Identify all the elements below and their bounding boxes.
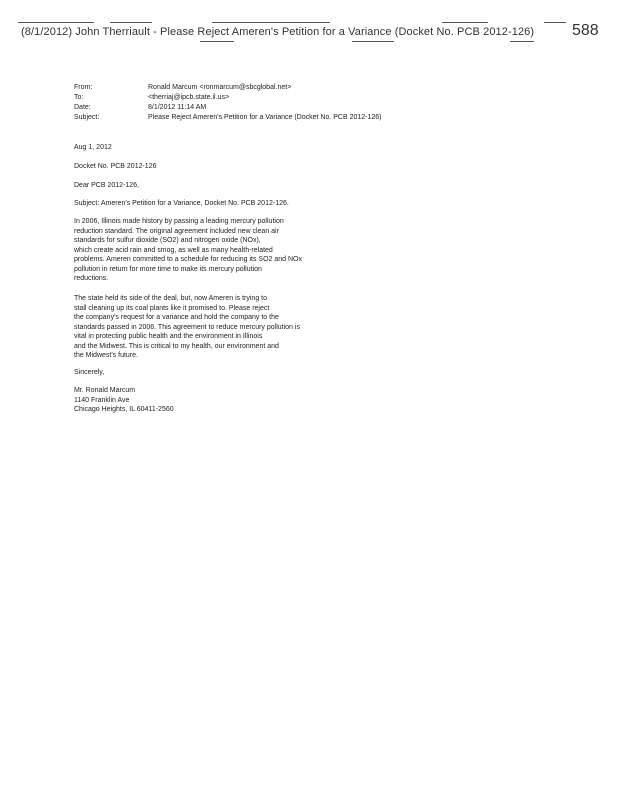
header-underline (200, 41, 234, 42)
paragraph-line: standards for sulfur dioxide (SO2) and nitrogen oxide (NOx), (74, 237, 261, 244)
paragraph-line: In 2006, Illinois made history by passing a leading mercury pollution (74, 218, 284, 225)
letter-docket: Docket No. PCB 2012-126 (74, 163, 157, 170)
signature-street: 1140 Franklin Ave (74, 396, 130, 404)
paragraph-line: the Midwest's future. (74, 352, 138, 359)
header-rule (442, 22, 488, 23)
subject-row (74, 113, 382, 123)
letter-date: Aug 1, 2012 (74, 144, 112, 151)
signature-city: Chicago Heights, IL 60411-2560 (74, 406, 174, 413)
paragraph-line: stall cleaning up its coal plants like it promised to. Please reject (74, 304, 270, 312)
from-label: From: (74, 84, 93, 91)
header-rule (544, 22, 566, 23)
document-header-title: (8/1/2012) John Therriault - Please Reject Ameren's Petition for a Variance (Docket No. PCB 2012-126) (21, 26, 535, 38)
date-row (74, 103, 382, 113)
paragraph-line: the company's request for a variance and hold the company to the (74, 314, 279, 321)
from-row (74, 83, 382, 93)
signature-name: Mr. Ronald Marcum (74, 387, 136, 394)
letter-salutation: Dear PCB 2012-126, (74, 182, 139, 189)
paragraph-line: pollution in return for more time to make its mercury pollution (74, 265, 262, 273)
subject-value: Please Reject Ameren's Petition for a Variance (Docket No. PCB 2012-126) (148, 114, 382, 121)
page-number: 588 (572, 22, 599, 39)
paragraph-line: The state held its side of the deal, but, now Ameren is trying to (74, 295, 267, 302)
to-label: To: (74, 94, 84, 101)
header-rule (212, 22, 330, 23)
paragraph-line: and the Midwest. This is critical to my health, our environment and (74, 342, 279, 350)
header-rule (110, 22, 152, 23)
from-value: Ronald Marcum <ronmarcum@sbcglobal.net> (148, 84, 292, 91)
paragraph-1 (74, 217, 354, 284)
subject-label: Subject: (74, 114, 100, 121)
paragraph-line: reductions. (74, 275, 109, 282)
to-value: <therriaj@ipcb.state.il.us> (148, 94, 230, 101)
header-rule (18, 22, 94, 23)
paragraph-line: which create acid rain and smog, as well as many health-related (74, 246, 273, 254)
paragraph-line: reduction standard. The original agreement included new clean air (74, 227, 279, 235)
header-rule (510, 41, 534, 42)
paragraph-line: standards passed in 2006. This agreement to reduce mercury pollution is (74, 323, 300, 331)
to-row (74, 93, 382, 103)
paragraph-line: problems. Ameren committed to a schedule for reducing its SO2 and NOx (74, 256, 302, 263)
header-underline (352, 41, 394, 42)
date-label: Date: (74, 104, 91, 111)
email-header-block (74, 83, 382, 123)
paragraph-2 (74, 294, 354, 361)
letter-closing: Sincerely, (74, 369, 105, 376)
paragraph-line: vital in protecting public health and the environment in Illinois (74, 333, 263, 340)
letter-subject-line: Subject: Ameren's Petition for a Variance, Docket No. PCB 2012-126. (74, 200, 289, 207)
signature-block (74, 386, 354, 415)
date-value: 8/1/2012 11:14 AM (148, 104, 207, 111)
